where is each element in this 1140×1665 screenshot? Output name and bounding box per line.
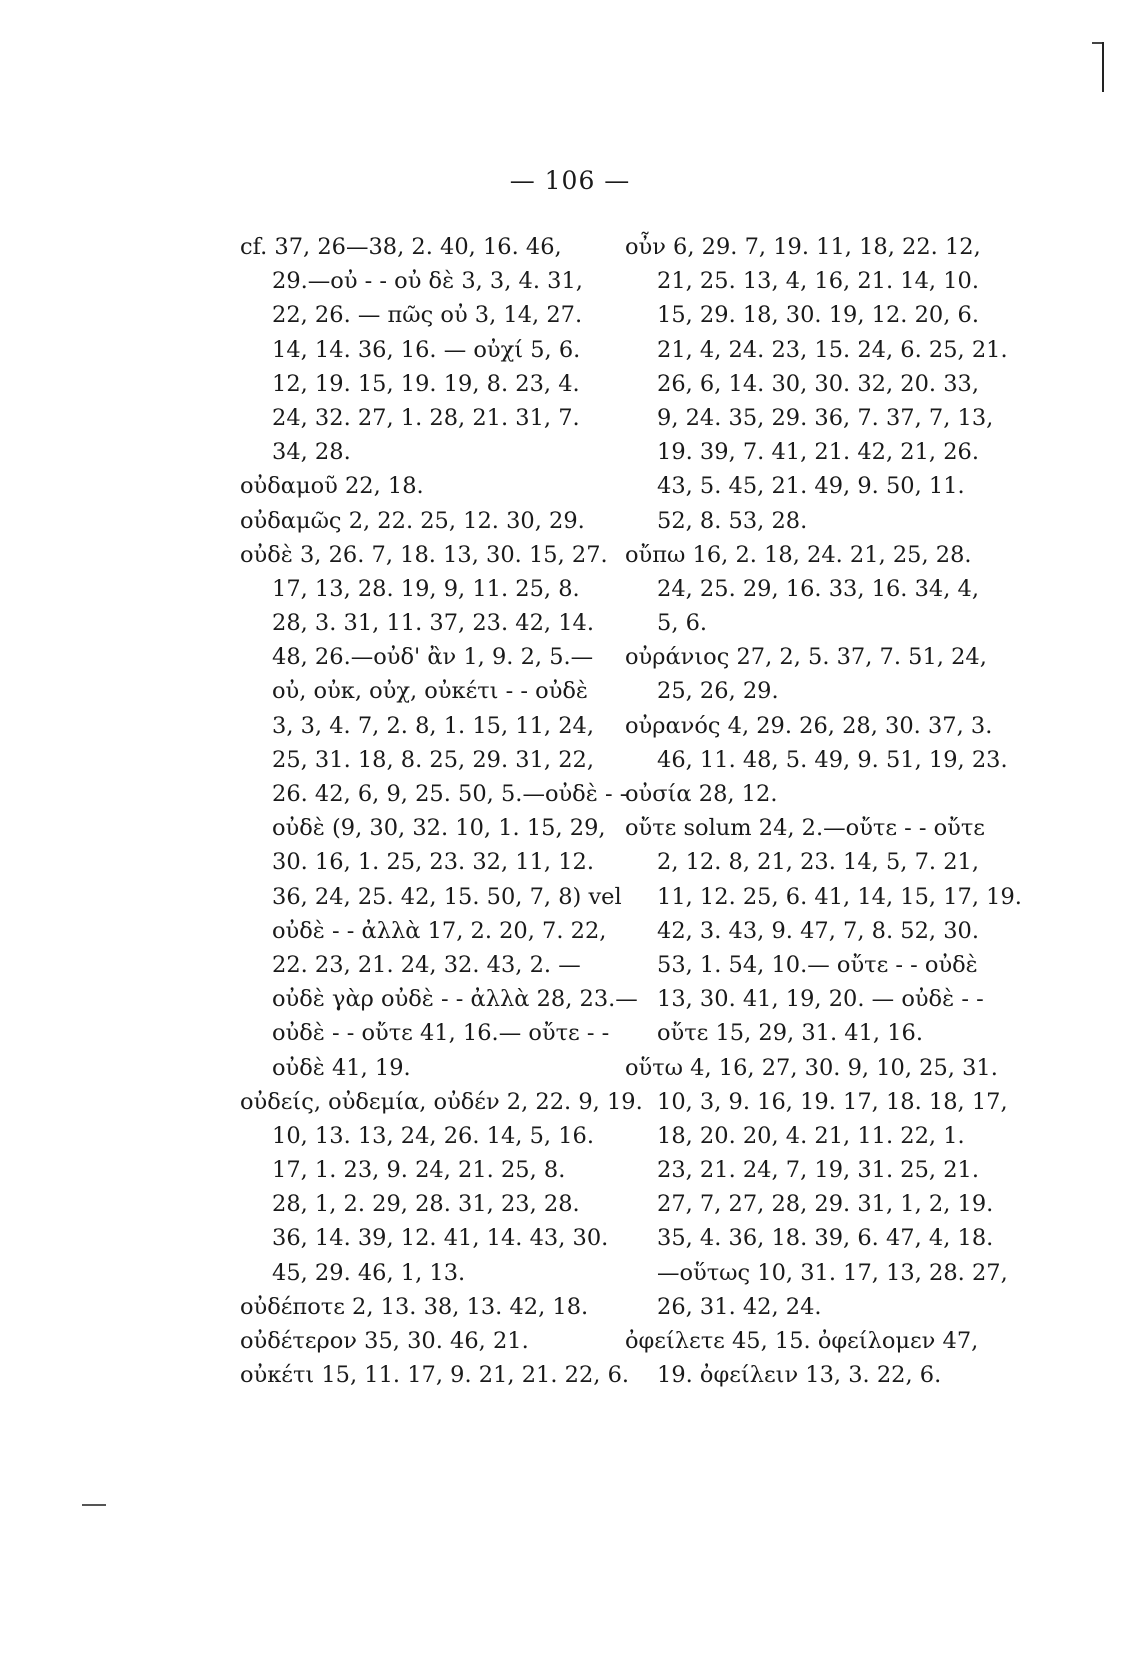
index-line: 30. 16, 1. 25, 23. 32, 11, 12. [272, 849, 595, 876]
index-line: 35, 4. 36, 18. 39, 6. 47, 4, 18. [657, 1225, 994, 1252]
index-line: 5, 6. [657, 610, 708, 637]
index-column-left [240, 230, 643, 1392]
margin-mark [82, 1504, 106, 1506]
index-line: οὐδὲ γὰρ οὐδὲ - - ἀλλὰ 28, 23.— [272, 986, 638, 1013]
index-line: 42, 3. 43, 9. 47, 7, 8. 52, 30. [657, 917, 979, 944]
index-line: οὐδὲ - - ἀλλὰ 17, 2. 20, 7. 22, [272, 917, 607, 944]
index-line: 15, 29. 18, 30. 19, 12. 20, 6. [657, 302, 980, 329]
index-line: 24, 32. 27, 1. 28, 21. 31, 7. [272, 404, 580, 431]
index-line: 43, 5. 45, 21. 49, 9. 50, 11. [657, 473, 965, 500]
index-line: 23, 21. 24, 7, 19, 31. 25, 21. [657, 1157, 980, 1184]
index-line: 46, 11. 48, 5. 49, 9. 51, 19, 23. [657, 746, 1008, 773]
index-column-right [625, 230, 1025, 1392]
index-line: 12, 19. 15, 19. 19, 8. 23, 4. [272, 370, 580, 397]
index-line: οὐδὲ - - οὔτε 41, 16.— οὔτε - - [272, 1020, 610, 1047]
index-line: 26, 31. 42, 24. [657, 1293, 822, 1320]
index-line: 25, 31. 18, 8. 25, 29. 31, 22, [272, 746, 595, 773]
index-line: οὖν 6, 29. 7, 19. 11, 18, 22. 12, [625, 234, 981, 260]
index-line: οὐδὲ (9, 30, 32. 10, 1. 15, 29, [272, 815, 606, 842]
index-line: 25, 26, 29. [657, 678, 779, 705]
index-line: οὐδείς, οὐδεμία, οὐδέν 2, 22. 9, 19. [240, 1088, 643, 1115]
index-line: 11, 12. 25, 6. 41, 14, 15, 17, 19. [657, 883, 1022, 910]
index-line: 17, 1. 23, 9. 24, 21. 25, 8. [272, 1157, 566, 1184]
index-line: 22, 26. — πῶς οὐ 3, 14, 27. [272, 302, 583, 329]
index-line: οὐδὲ 3, 26. 7, 18. 13, 30. 15, 27. [240, 541, 608, 568]
page-number: — 106 — [509, 166, 631, 195]
index-line: οὐδαμοῦ 22, 18. [240, 473, 424, 500]
index-line: οὔτε 15, 29, 31. 41, 16. [657, 1020, 924, 1047]
index-line: 21, 4, 24. 23, 15. 24, 6. 25, 21. [657, 336, 1008, 363]
index-line: cf. 37, 26—38, 2. 40, 16. 46, [240, 234, 562, 260]
index-line: οὐδὲ 41, 19. [272, 1054, 411, 1081]
index-line: οὐδέτερον 35, 30. 46, 21. [240, 1328, 529, 1354]
index-line: 34, 28. [272, 439, 351, 466]
index-line: 28, 3. 31, 11. 37, 23. 42, 14. [272, 610, 595, 637]
index-line: 22. 23, 21. 24, 32. 43, 2. — [272, 951, 581, 978]
index-line: 13, 30. 41, 19, 20. — οὐδὲ - - [657, 986, 984, 1013]
index-line: ὀφείλετε 45, 15. ὀφείλομεν 47, [625, 1328, 979, 1354]
index-line: 52, 8. 53, 28. [657, 507, 808, 534]
index-line: 3, 3, 4. 7, 2. 8, 1. 15, 11, 24, [272, 712, 594, 739]
index-line: 21, 25. 13, 4, 16, 21. 14, 10. [657, 268, 980, 295]
scan-edge-rule [1102, 42, 1104, 92]
index-line: οὐράνιος 27, 2, 5. 37, 7. 51, 24, [625, 644, 987, 671]
index-line: 2, 12. 8, 21, 23. 14, 5, 7. 21, [657, 849, 979, 876]
index-line: 26. 42, 6, 9, 25. 50, 5.—οὐδὲ - - [272, 781, 628, 807]
index-line: 19. 39, 7. 41, 21. 42, 21, 26. [657, 439, 980, 466]
index-line: 18, 20. 20, 4. 21, 11. 22, 1. [657, 1122, 965, 1149]
index-line: οὕτω 4, 16, 27, 30. 9, 10, 25, 31. [625, 1054, 998, 1081]
index-line: οὐδέποτε 2, 13. 38, 13. 42, 18. [240, 1293, 589, 1320]
index-line: οὐκέτι 15, 11. 17, 9. 21, 21. 22, 6. [240, 1362, 630, 1389]
index-line: 36, 14. 39, 12. 41, 14. 43, 30. [272, 1225, 609, 1252]
index-line: 26, 6, 14. 30, 30. 32, 20. 33, [657, 370, 980, 397]
index-line: 19. ὀφείλειν 13, 3. 22, 6. [657, 1362, 942, 1389]
index-line: 10, 3, 9. 16, 19. 17, 18. 18, 17, [657, 1088, 1008, 1115]
index-line: οὐσία 28, 12. [625, 781, 778, 807]
index-line: 17, 13, 28. 19, 9, 11. 25, 8. [272, 575, 580, 602]
index-line: οὔπω 16, 2. 18, 24. 21, 25, 28. [625, 541, 972, 568]
index-line: 14, 14. 36, 16. — οὐχί 5, 6. [272, 336, 581, 363]
index-line: 53, 1. 54, 10.— οὔτε - - οὐδὲ [657, 951, 978, 978]
index-line: 27, 7, 27, 28, 29. 31, 1, 2, 19. [657, 1191, 994, 1218]
index-line: 36, 24, 25. 42, 15. 50, 7, 8) vel [272, 883, 622, 910]
index-line: 28, 1, 2. 29, 28. 31, 23, 28. [272, 1191, 580, 1218]
index-line: οὐρανός 4, 29. 26, 28, 30. 37, 3. [625, 712, 993, 739]
index-line: 9, 24. 35, 29. 36, 7. 37, 7, 13, [657, 404, 994, 431]
index-line: 45, 29. 46, 1, 13. [272, 1259, 466, 1286]
index-line: 24, 25. 29, 16. 33, 16. 34, 4, [657, 575, 980, 602]
index-line: 29.—οὐ - - οὐ δὲ 3, 3, 4. 31, [272, 268, 583, 295]
index-line: οὐ, οὐκ, οὐχ, οὐκέτι - - οὐδὲ [272, 678, 588, 705]
index-line: οὐδαμῶς 2, 22. 25, 12. 30, 29. [240, 507, 585, 534]
index-line: οὔτε solum 24, 2.—οὔτε - - οὔτε [625, 815, 985, 842]
index-line: —οὕτως 10, 31. 17, 13, 28. 27, [657, 1259, 1008, 1286]
index-line: 48, 26.—οὐδ' ἂν 1, 9. 2, 5.— [272, 644, 594, 671]
index-line: 10, 13. 13, 24, 26. 14, 5, 16. [272, 1122, 595, 1149]
